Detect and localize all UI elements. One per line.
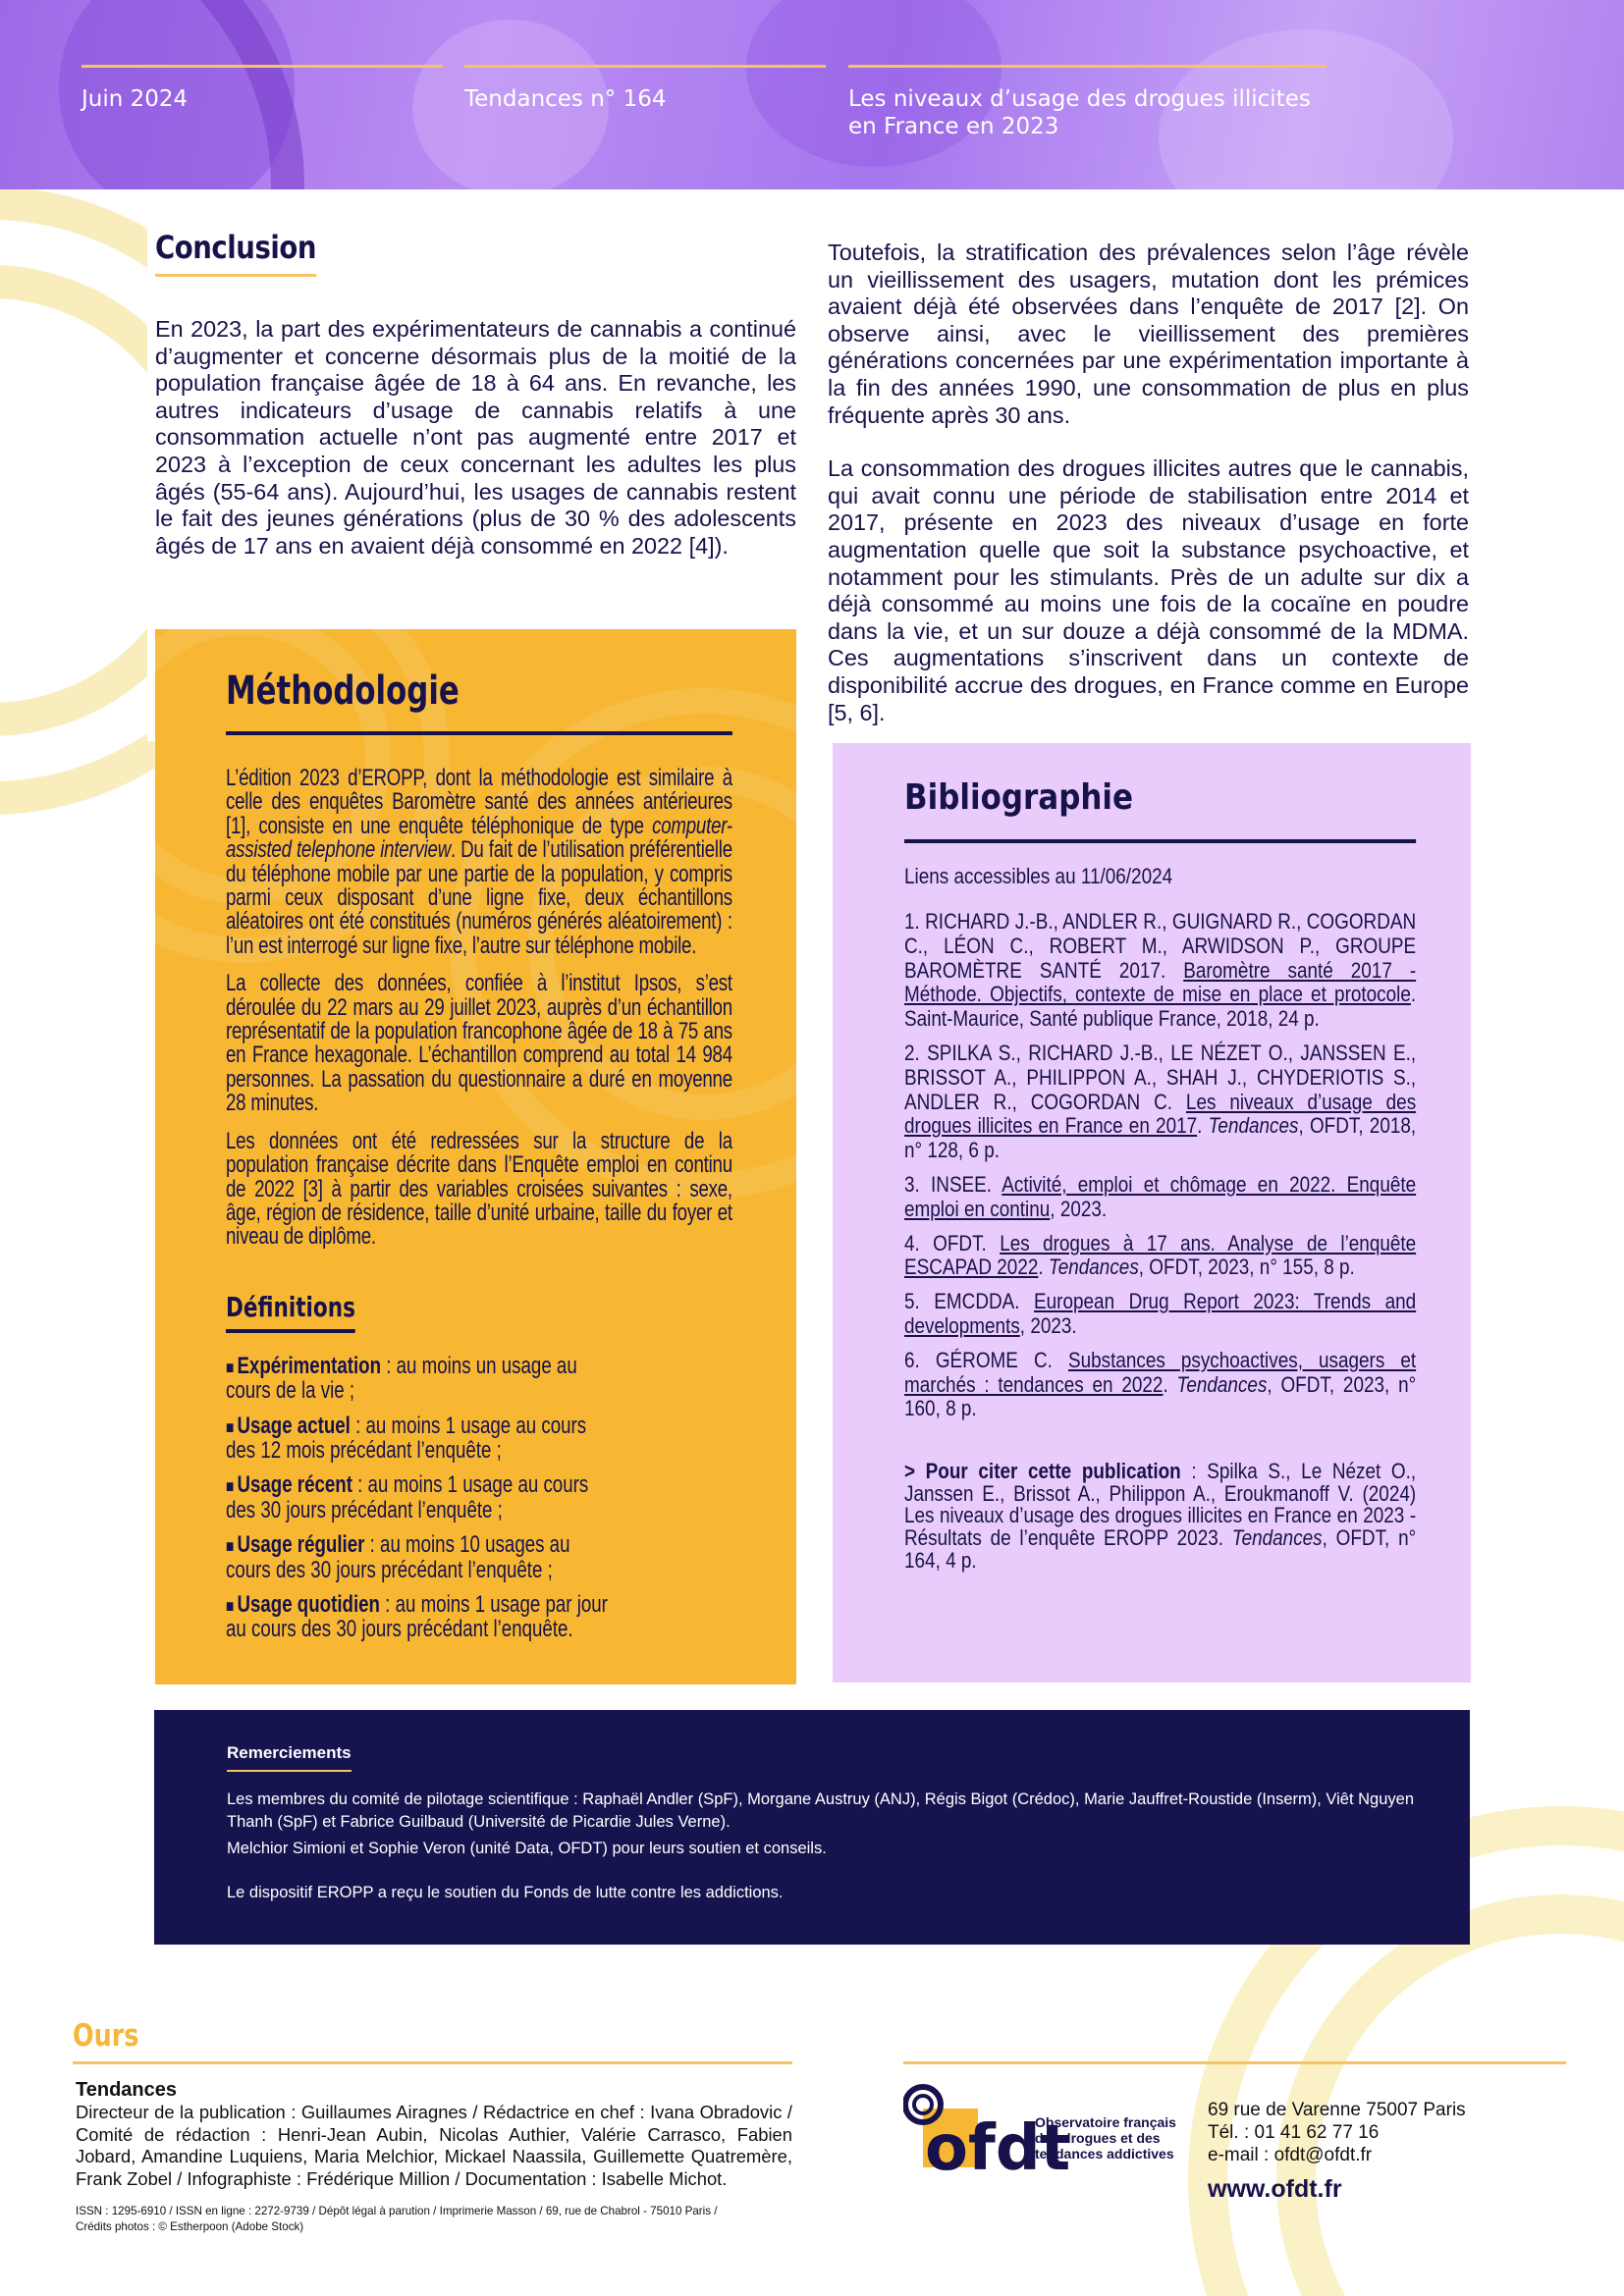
header-issue: Tendances n° 164: [464, 65, 826, 113]
definition-item: [226, 1590, 619, 1643]
header-date: Juin 2024: [81, 65, 443, 113]
definition-text: : au moins 1 usage par jour au cours des 30 jours précédant l’enquête.: [226, 1590, 608, 1643]
conclusion-paragraph-3: La consommation des drogues illicites autres que le cannabis, qui avait connu une période de stabilisation entre 2014 et 2017, présente en 2023 des niveaux d’usage en forte augmentation quelle que soit la substance psychoactive, et notamment pour les stimulants. Près de un adulte sur dix a déjà consommé au moins une fois de la cocaïne en poudre dans la vie, et un sur douze a déjà consommé de la MDMA. Ces augmentations s’inscrivent dans un contexte de disponibilité accrue des drogues, en France comme en Europe [5, 6].: [828, 455, 1469, 725]
conclusion-continued: [828, 240, 1469, 753]
definition-item: [226, 1473, 619, 1522]
definition-term: ■ Usage récent: [226, 1471, 352, 1498]
reference-link[interactable]: European Drug Report 2023: Trends and developments: [904, 1289, 1417, 1338]
methodology-p1-text: L’édition 2023 d’EROPP, dont la méthodologie est similaire à celle des enquêtes Baromètre santé des années antérieures [1], consiste en une enquête téléphonique de type: [226, 765, 732, 839]
bibliography-box: [833, 743, 1471, 1682]
ours-heading: Ours: [73, 2018, 139, 2054]
masthead: [76, 2079, 792, 2235]
ours-divider: [73, 2061, 792, 2064]
definition-text: : au moins un usage au cours de la vie ;: [226, 1352, 577, 1405]
reference-journal: Tendances: [1048, 1255, 1139, 1280]
masthead-title: Tendances: [76, 2079, 177, 2101]
citation-text: : Spilka S., Le Nézet O., Janssen E., Brissot A., Philippon A., Eroukmanoff V. (2024) Les niveaux d’usage des drogues illicites en France en 2023 - Résultats de l’enquête EROPP 2023.: [904, 1459, 1417, 1550]
definition-item: [226, 1533, 619, 1582]
reference-authors: 3. INSEE.: [904, 1171, 1002, 1197]
logo-wordmark-line: des drogues et des: [1035, 2130, 1161, 2146]
definitions-heading: Définitions: [226, 1291, 355, 1333]
reference-authors: 1. RICHARD J.-B., ANDLER R., GUIGNARD R., COGORDAN C., LÉON C., ROBERT M., ARWIDSON P., GROUPE BAROMÈTRE SANTÉ 2017.: [904, 909, 1417, 983]
methodology-heading: Méthodologie: [226, 668, 732, 735]
contact-info: [1208, 2099, 1466, 2166]
header-title: [848, 65, 1326, 140]
legal-info: [76, 2204, 792, 2235]
logo-wordmark: [1035, 2114, 1176, 2162]
acknowledgements-line-1: Les membres du comité de pilotage scientifique : Raphaël Andler (SpF), Morgane Austruy (ANJ), Régis Bigot (Crédoc), Marie Jauffret-Roustide (Inserm), Viêt Nguyen Thanh (SpF) et Fabrice Guilbaud (Université de Picardie Jules Verne).: [227, 1790, 1415, 1831]
reference-link[interactable]: Activité, emploi et chômage en 2022. Enquête emploi en continu: [904, 1171, 1417, 1221]
reference-link[interactable]: Les drogues à 17 ans. Analyse de l’enquête ESCAPAD 2022: [904, 1230, 1417, 1280]
methodology-paragraph-1: [226, 767, 732, 958]
reference-item: [904, 1173, 1416, 1222]
methodology-p1-text-end: . Du fait de l’utilisation préférentielle du téléphone mobile par une partie de la population, y compris parmi ceux disposant d’une ligne fixe, deux échantillons aléatoires ont été constitués (numéros générés aléatoirement) : l’un est interrogé sur ligne fixe, l’autre sur téléphone mobile.: [226, 836, 732, 959]
email-link[interactable]: e-mail : ofdt@ofdt.fr: [1208, 2145, 1373, 2165]
methodology-paragraph-2: La collecte des données, confiée à l’institut Ipsos, s’est déroulée du 22 mars au 29 juillet 2023, auprès d’un échantillon représentatif de la population francophone âgée de 18 à 75 ans en France hexagonale. L’échantillon comprend au total 14 984 personnes. La passation du questionnaire a duré en moyenne 28 minutes.: [226, 970, 732, 1117]
acknowledgements-box: [154, 1710, 1470, 1945]
definition-text: : au moins 1 usage au cours des 30 jours précédant l’enquête ;: [226, 1471, 589, 1523]
reference-item: 4. OFDT. Les drogues à 17 ans. Analyse de l’enquête ESCAPAD 2022. Tendances, OFDT, 2023, n° 155, 8 p.: [904, 1230, 1417, 1280]
definition-term: ■ Usage actuel: [226, 1413, 351, 1439]
conclusion-section: [155, 229, 796, 586]
conclusion-body: [155, 316, 796, 560]
definition-item: [226, 1352, 619, 1405]
bibliography-heading: Bibliographie: [904, 777, 1416, 843]
reference-item: 6. GÉROME C. Substances psychoactives, usagers et marchés : tendances en 2022. Tendances, OFDT, 2023, n° 160, 8 p.: [904, 1347, 1417, 1421]
acknowledgements-line-3: Le dispositif EROPP a reçu le soutien du Fonds de lutte contre les addictions.: [227, 1884, 784, 1901]
logo-wordmark-line: Observatoire français: [1035, 2114, 1176, 2130]
logo-letters: ofdt: [925, 2112, 1071, 2177]
citation-journal: Tendances: [1231, 1524, 1323, 1550]
reference-details: , 2023.: [1050, 1196, 1108, 1221]
reference-authors: 5. EMCDDA.: [904, 1289, 1035, 1314]
reference-item: 2. SPILKA S., RICHARD J.-B., LE NÉZET O., JANSSEN E., BRISSOT A., PHILIPPON A., SHAH J., CHYDERIOTIS S., ANDLER R., COGORDAN C. Les niveaux d’usage des drogues illicites en France en 2017. Tendances, OFDT, 2018, n° 128, 6 p.: [904, 1040, 1417, 1163]
reference-authors: 4. OFDT.: [904, 1230, 1001, 1255]
conclusion-paragraph-2: Toutefois, la stratification des prévalences selon l’âge révèle un vieillissement des usagers, mutation dont les prémices avaient déjà été observées dans l’enquête de 2017 [2]. On observe ainsi, avec le vieillissement des premières générations concernées par une expérimentation importante à la fin des années 1990, une consommation de plus en plus fréquente après 30 ans.: [828, 240, 1469, 428]
header-title-line2: en France en 2023: [848, 114, 1059, 139]
website-link[interactable]: www.ofdt.fr: [1208, 2175, 1342, 2203]
reference-authors: 2. SPILKA S., RICHARD J.-B., LE NÉZET O., JANSSEN E., BRISSOT A., PHILIPPON A., SHAH J., CHYDERIOTIS S., ANDLER R., COGORDAN C.: [904, 1040, 1417, 1114]
reference-journal: Tendances: [1176, 1371, 1268, 1397]
links-access-date: Liens accessibles au 11/06/2024: [904, 864, 1173, 888]
definition-text: : au moins 1 usage au cours des 12 mois précédant l’enquête ;: [226, 1412, 587, 1464]
conclusion-paragraph-1: En 2023, la part des expérimentateurs de cannabis a continué d’augmenter et concerne désormais plus de la moitié de la population française âgée de 18 à 64 ans. En revanche, les autres indicateurs d’usage de cannabis relatifs à une consommation actuelle n’ont pas augmenté entre 2017 et 2023 à l’exception de ceux concernant les adultes les plus âgés (55-64 ans). Aujourd’hui, les usages de cannabis restent le fait des jeunes générations (plus de 30 % des adolescents âgés de 17 ans en avaient déjà consommé en 2022 [4]).: [155, 316, 796, 559]
reference-link[interactable]: Les niveaux d’usage des drogues illicites en France en 2017: [904, 1089, 1417, 1139]
methodology-box: [155, 629, 796, 1684]
reference-link[interactable]: Baromètre santé 2017 - Méthode. Objectifs, contexte de mise en place et protocole: [904, 957, 1417, 1007]
legal-line-1: ISSN : 1295-6910 / ISSN en ligne : 2272-9739 / Dépôt légal à parution / Imprimerie Masson / 69, rue de Chabrol - 75010 Paris /: [76, 2205, 718, 2218]
reference-details: , 2023.: [1019, 1312, 1077, 1338]
methodology-p1-italic: computer-assisted telephone interview: [226, 812, 732, 864]
acknowledgements-line-2: Melchior Simioni et Sophie Veron (unité Data, OFDT) pour leurs soutien et conseils.: [227, 1840, 827, 1857]
phone: Tél. : 01 41 62 77 16: [1208, 2122, 1380, 2143]
reference-item: [904, 1290, 1416, 1339]
citation-label: > Pour citer cette publication: [904, 1459, 1181, 1484]
reference-item: [904, 910, 1416, 1032]
reference-authors: 6. GÉROME C.: [904, 1347, 1068, 1372]
page-header: [0, 0, 1624, 189]
definition-text: : au moins 10 usages au cours des 30 jours précédant l’enquête ;: [226, 1531, 570, 1583]
citation-block: [904, 1461, 1416, 1572]
footer-divider: [903, 2061, 1566, 2064]
methodology-paragraph-3: Les données ont été redressées sur la structure de la population française décrite dans l’Enquête emploi en continu de 2022 [3] à partir des variables croisées suivantes : sexe, âge, région de résidence, taille d’unité urbaine, taille du foyer et niveau de diplôme.: [226, 1127, 732, 1251]
legal-line-2: Crédits photos : © Estherpoon (Adobe Stock): [76, 2220, 304, 2234]
address: 69 rue de Varenne 75007 Paris: [1208, 2100, 1466, 2120]
definition-term: ■ Expérimentation: [226, 1353, 381, 1379]
citation-text-end: , OFDT, n° 164, 4 p.: [904, 1524, 1417, 1573]
reference-journal: Tendances: [1208, 1113, 1299, 1139]
definition-term: ■ Usage quotidien: [226, 1591, 380, 1618]
reference-details: . Saint-Maurice, Santé publique France, 2018, 24 p.: [904, 982, 1417, 1032]
masthead-staff: Directeur de la publication : Guillaumes Airagnes / Rédactrice en chef : Ivana Obradovic / Comité de rédaction : Henri-Jean Aubin, Nicolas Authier, Valérie Carrasco, Fabien Jobard, Amandine Luquiens, Maria Melchior, Mickael Naassila, Guillemette Quatremère, Frank Zobel / Infographiste : Frédérique Million / Documentation : Isabelle Michot.: [76, 2102, 792, 2189]
logo-wordmark-line: tendances addictives: [1035, 2146, 1174, 2162]
reference-link[interactable]: Substances psychoactives, usagers et marchés : tendances en 2022: [904, 1347, 1417, 1397]
acknowledgements-heading: Remerciements: [227, 1743, 352, 1772]
methodology-content: [226, 668, 732, 1653]
definition-term: ■ Usage régulier: [226, 1531, 364, 1558]
definition-item: [226, 1412, 619, 1464]
bibliography-content: [904, 777, 1416, 1572]
conclusion-heading: Conclusion: [155, 229, 316, 277]
header-title-line1: Les niveaux d’usage des drogues illicites: [848, 86, 1311, 112]
